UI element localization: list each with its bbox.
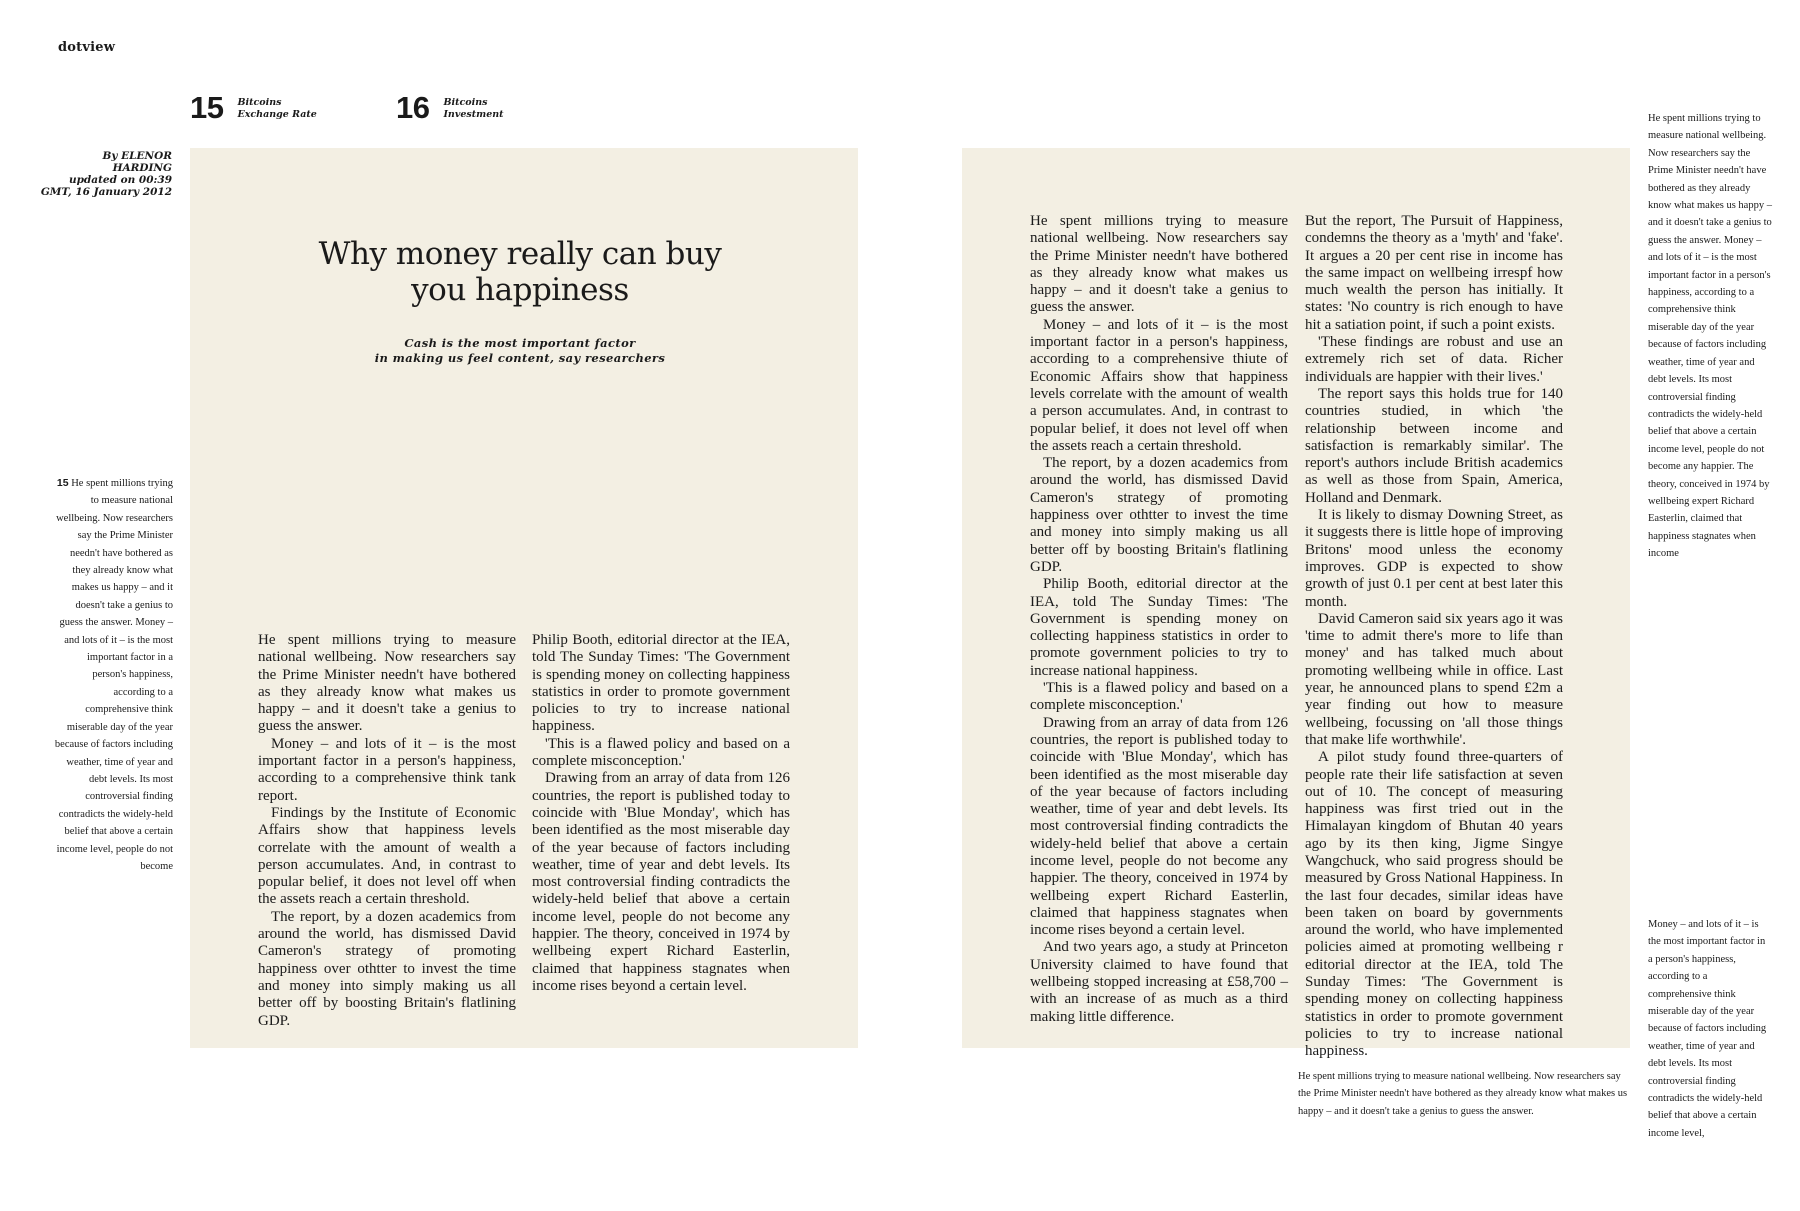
nav-item-investment[interactable] <box>396 92 504 124</box>
paragraph: But the report, The Pursuit of Happiness, condemns the theory as a 'myth' and 'fake'. It argues a 20 per cent rise in income has the same impact on wellbeing irrespf how much wealth the person has initially. It states: 'No country is rich enough to have hit a satiation point, if such a point exists. <box>1305 213 1563 333</box>
paragraph: The report says this holds true for 140 countries studied, in which 'the relationship between income and satisfaction is remarkably similar'. The report's authors include British academics as well as those from Spain, America, Holland and Denmark. <box>1305 385 1563 506</box>
article-subhead: Cash is the most important factor in making us feel content, say researchers <box>374 336 666 365</box>
page2-column-1 <box>1030 213 1288 1026</box>
paragraph: Drawing from an array of data from 126 countries, the report is published today to coincide with 'Blue Monday', which has been identified as the most miserable day of the year because of factors including weather, time of year and debt levels. Its most controversial finding contradicts the widely-held belief that above a certain income level, people do not become any happier. The theory, conceived in 1974 by wellbeing expert Richard Easterlin, claimed that happiness stagnates when income rises beyond a certain level. <box>1030 714 1288 939</box>
paragraph: Philip Booth, editorial director at the IEA, told The Sunday Times: 'The Government is spending money on collecting happiness statistics in order to promote government policies to try to increase national happiness. <box>1030 576 1288 679</box>
paragraph: A pilot study found three-quarters of people rate their life satisfaction at seven out of 10. The concept of measuring happiness was first tried out in the Himalayan kingdom of Bhutan 40 years ago by its then king, Jigme Singye Wangchuck, who said progress should be measured by Gross National Happiness. In the last four decades, similar ideas have been taken on board by governments around the world, who have implemented policies aimed at promoting wellbeing r editorial director at the IEA, told The Sunday Times: 'The Government is spending money on collecting happiness statistics in order to promote government policies to try to increase national happiness. <box>1305 749 1563 1060</box>
paragraph: Drawing from an array of data from 126 countries, the report is published today to coincide with 'Blue Monday', which has been identified as the most miserable day of the year because of factors including weather, time of year and debt levels. Its most controversial finding contradicts the widely-held belief that above a certain income level, people do not become any happier. The theory, conceived in 1974 by wellbeing expert Richard Easterlin, claimed that happiness stagnates when income rises beyond a certain level. <box>532 770 790 994</box>
page1-column-1 <box>258 632 516 1030</box>
paragraph: Money – and lots of it – is the most important factor in a person's happiness, according to a comprehensive thiute of Economic Affairs show that happiness levels correlate with the amount of wealth a person accumulates. And, in contrast to popular belief, it does not level off when the assets reach a certain threshold. <box>1030 316 1288 454</box>
paragraph: 'This is a flawed policy and based on a complete misconception.' <box>1030 680 1288 714</box>
paragraph: 'These findings are robust and use an extremely rich set of data. Richer individuals are happier with their lives.' <box>1305 334 1563 385</box>
paragraph: David Cameron said six years ago it was 'time to admit there's more to life than money' and has talked much about promoting wellbeing while in office. Last year, he announced plans to spend £2m a year finding out how to measure wellbeing, focussing on 'all those things that make life worthwhile'. <box>1305 610 1563 748</box>
paragraph: He spent millions trying to measure national wellbeing. Now researchers say the Prime Minister needn't have bothered as they already know what makes us happy – and it doesn't take a genius to guess the answer. <box>258 632 516 735</box>
right-sidebar-bottom-text: Money – and lots of it – is the most important factor in a person's happiness, according to a comprehensive think miserable day of the year because of factors including weather, time of year and debt levels. Its most controversial finding contradicts the widely-held belief that above a certain income level, <box>1648 919 1767 1139</box>
paragraph: 'This is a flawed policy and based on a complete misconception.' <box>532 735 790 770</box>
paragraph: It is likely to dismay Downing Street, as it suggests there is little hope of improving Britons' mood unless the economy improves. GDP is expected to show growth of just 0.1 per cent at best later this month. <box>1305 507 1563 610</box>
sidebar-number: 15 <box>56 477 69 489</box>
page2-column-2 <box>1305 213 1563 1061</box>
nav-number: 15 <box>190 90 224 125</box>
nav-number: 16 <box>396 90 430 125</box>
nav-label: Bitcoins Investment <box>443 97 504 120</box>
paragraph: Findings by the Institute of Economic Affairs show that happiness levels correlate with the amount of wealth a person accumulates. And, in contrast to popular belief, it does not level off when the assets reach a certain threshold. <box>258 804 516 908</box>
byline: By ELENOR HARDING updated on 00:39 GMT, 16 January 2012 <box>40 150 172 198</box>
nav-item-exchange-rate[interactable] <box>190 92 317 124</box>
page1-column-2 <box>532 632 790 995</box>
article-headline: Why money really can buy you happiness <box>318 236 722 308</box>
paragraph: Philip Booth, editorial director at the IEA, told The Sunday Times: 'The Government is spending money on collecting happiness statistics in order to promote government policies to try to increase national happiness. <box>532 632 790 735</box>
nav-label: Bitcoins Exchange Rate <box>237 97 317 120</box>
image-caption: He spent millions trying to measure national wellbeing. Now researchers say the Prime Minister needn't have bothered as they already know what makes us happy – and it doesn't take a genius to guess the answer. <box>1298 1071 1628 1117</box>
paragraph: The report, by a dozen academics from around the world, has dismissed David Cameron's strategy of promoting happiness over othtter to invest the time and money into simply making us all better off by boosting Britain's flatlining GDP. <box>1030 455 1288 575</box>
paragraph: And two years ago, a study at Princeton University claimed to have found that wellbeing stopped increasing at £58,700 – with an increase of as much as a third making little difference. <box>1030 939 1288 1025</box>
paragraph: He spent millions trying to measure national wellbeing. Now researchers say the Prime Minister needn't have bothered as they already know what makes us happy – and it doesn't take a genius to guess the answer. <box>1030 213 1288 316</box>
right-sidebar-top-text: He spent millions trying to measure national wellbeing. Now researchers say the Prime Minister needn't have bothered as they already know what makes us happy – and it doesn't take a genius to guess the answer. Money – and lots of it – is the most important factor in a person's happiness, according to a comprehensive think miserable day of the year because of factors including weather, time of year and debt levels. Its most controversial finding contradicts the widely-held belief that above a certain income level, people do not become any happier. The theory, conceived in 1974 by wellbeing expert Richard Easterlin, claimed that happiness stagnates when income <box>1648 113 1772 560</box>
left-sidebar-text: 15 He spent millions trying to measure national wellbeing. Now researchers say the Prime Minister needn't have bothered as they already know what makes us happy – and it doesn't take a genius to guess the answer. Money – and lots of it – is the most important factor in a person's happiness, according to a comprehensive think miserable day of the year because of factors including weather, time of year and debt levels. Its most controversial finding contradicts the widely-held belief that above a certain income level, people do not become <box>54 477 173 872</box>
paragraph: The report, by a dozen academics from around the world, has dismissed David Cameron's strategy of promoting happiness over othtter to invest the time and money into simply making us all better off by boosting Britain's flatlining GDP. <box>258 908 516 1029</box>
paragraph: Money – and lots of it – is the most important factor in a person's happiness, according to a comprehensive think tank report. <box>258 735 516 804</box>
brand-logo[interactable]: dotview <box>58 40 116 55</box>
